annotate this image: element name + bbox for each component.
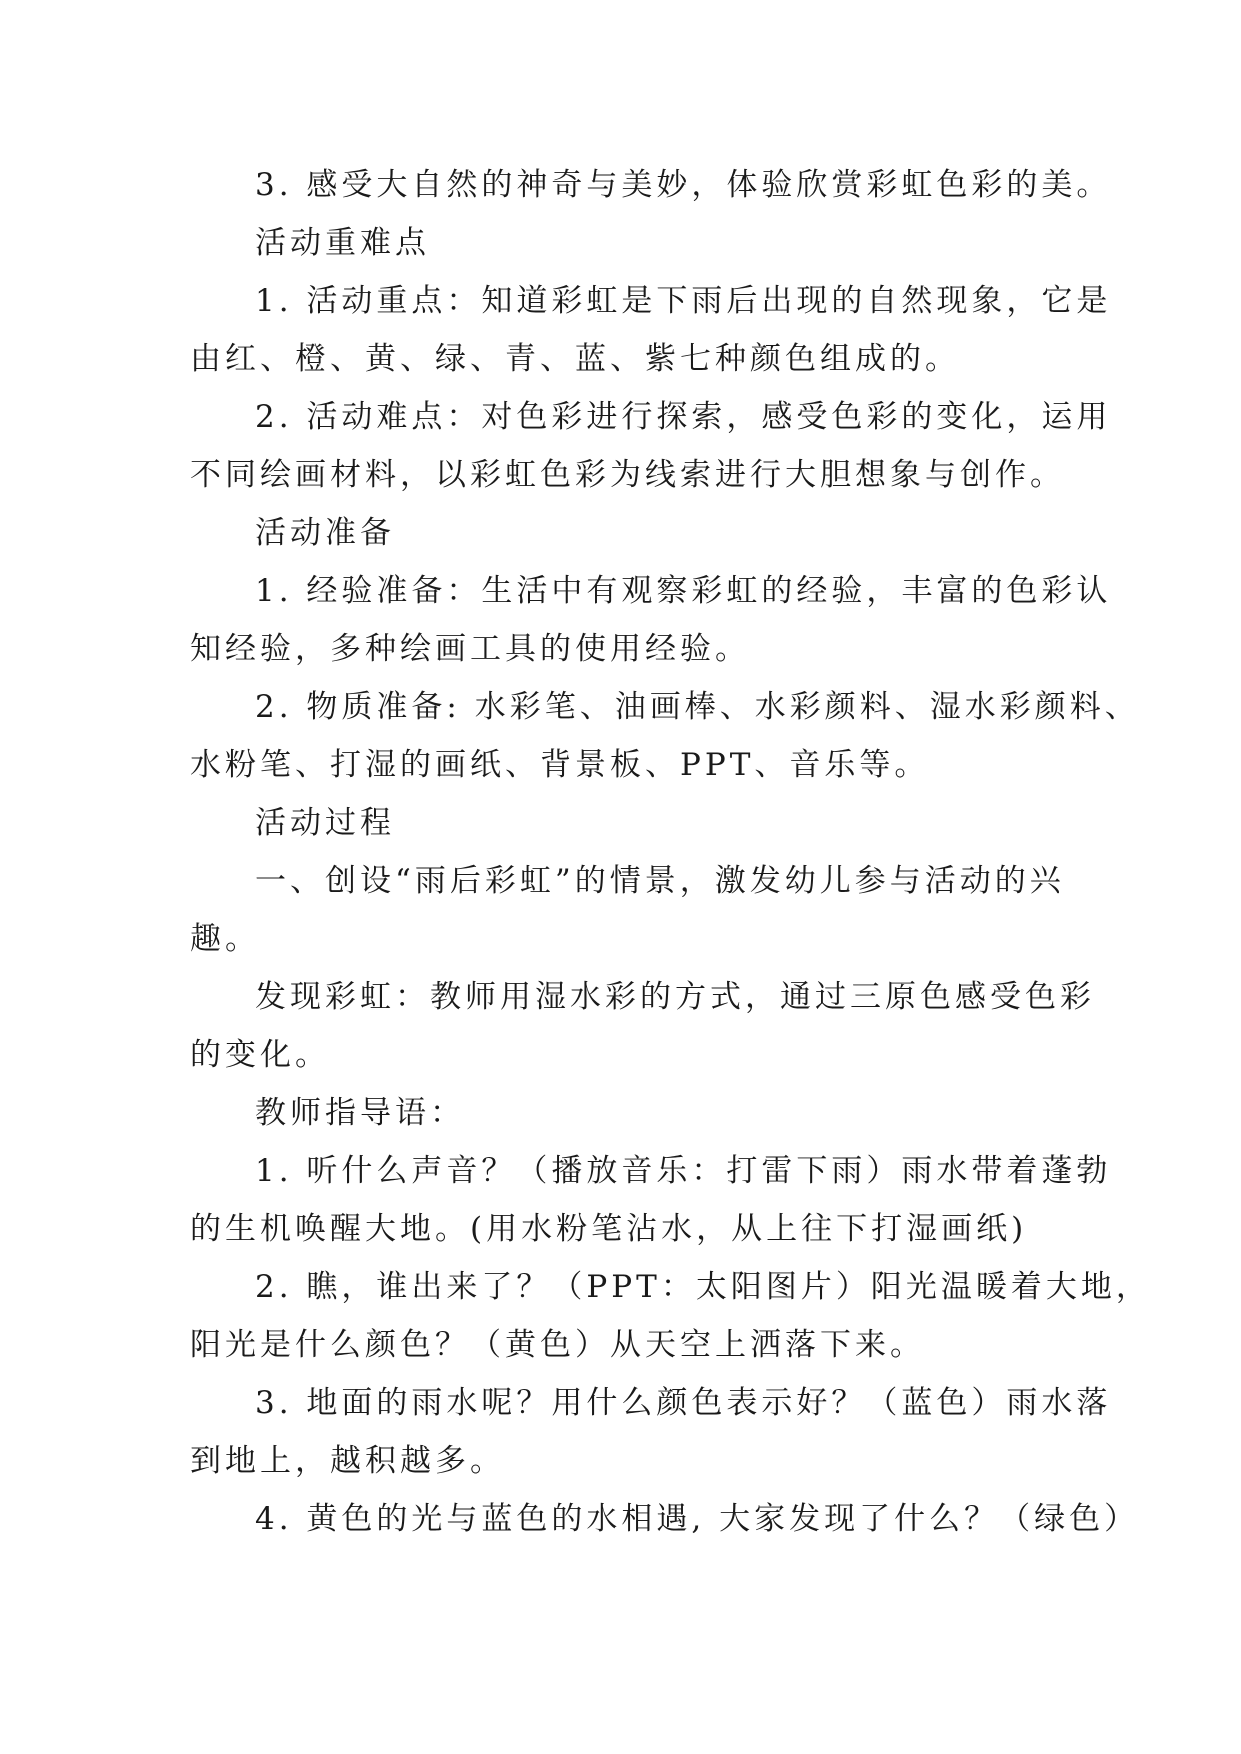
text-line: 3. 地面的雨水呢？用什么颜色表示好？（蓝色）雨水落 xyxy=(255,1385,1112,1421)
text-line: 2. 瞧，谁出来了？（PPT：太阳图片）阳光温暖着大地， xyxy=(255,1269,1151,1305)
text-line: 的变化。 xyxy=(190,1037,330,1073)
text-line: 一、创设“雨后彩虹”的情景，激发幼儿参与活动的兴 xyxy=(255,863,1065,899)
section-heading: 活动准备 xyxy=(255,515,395,551)
text-line: 4. 黄色的光与蓝色的水相遇, 大家发现了什么？（绿色） xyxy=(255,1501,1140,1537)
text-line: 由红、橙、黄、绿、青、蓝、紫七种颜色组成的。 xyxy=(190,341,960,377)
text-line: 1. 听什么声音？（播放音乐：打雷下雨）雨水带着蓬勃 xyxy=(255,1153,1112,1189)
section-heading: 活动过程 xyxy=(255,805,395,841)
text-line: 阳光是什么颜色？（黄色）从天空上洒落下来。 xyxy=(190,1327,925,1363)
text-line: 不同绘画材料，以彩虹色彩为线索进行大胆想象与创作。 xyxy=(190,457,1065,493)
text-line: 的生机唤醒大地。(用水粉笔沾水，从上往下打湿画纸) xyxy=(190,1211,1028,1247)
text-line: 1. 活动重点：知道彩虹是下雨后出现的自然现象，它是 xyxy=(255,283,1112,319)
text-line: 2. 活动难点：对色彩进行探索，感受色彩的变化，运用 xyxy=(255,399,1112,435)
text-line: 3. 感受大自然的神奇与美妙，体验欣赏彩虹色彩的美。 xyxy=(255,167,1112,203)
text-line: 趣。 xyxy=(190,921,260,957)
text-line: 水粉笔、打湿的画纸、背景板、PPT、音乐等。 xyxy=(190,747,930,783)
text-line: 1. 经验准备：生活中有观察彩虹的经验，丰富的色彩认 xyxy=(255,573,1112,609)
text-line: 到地上，越积越多。 xyxy=(190,1443,505,1479)
text-line: 2. 物质准备: 水彩笔、油画棒、水彩颜料、湿水彩颜料、 xyxy=(255,689,1140,725)
section-heading: 活动重难点 xyxy=(255,225,430,261)
section-heading: 教师指导语： xyxy=(255,1095,465,1131)
text-line: 发现彩虹：教师用湿水彩的方式，通过三原色感受色彩 xyxy=(255,979,1095,1015)
text-line: 知经验，多种绘画工具的使用经验。 xyxy=(190,631,750,667)
